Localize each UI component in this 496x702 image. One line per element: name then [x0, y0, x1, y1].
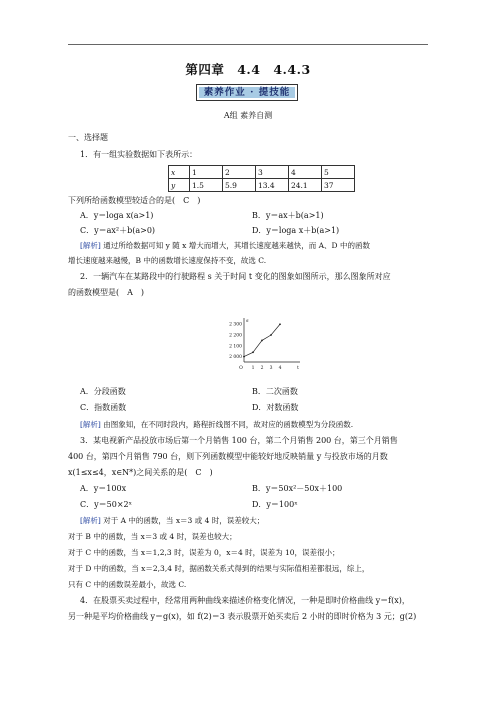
data-point	[261, 340, 263, 342]
table-row	[169, 166, 355, 179]
y-tick-label: 2 000	[229, 355, 242, 361]
q3-stem-line1: 3．某电视新产品投放市场后第一个月销售 100 台，第二个月销售 200 台，第三个月销售	[80, 436, 398, 445]
y-axis-label: s	[246, 318, 249, 324]
q1-solution-line1	[80, 241, 370, 251]
q3-option-a: A．y＝100x	[80, 484, 127, 493]
table-cell: 3	[256, 166, 289, 179]
q3-option-d: D．y＝100ˣ	[252, 500, 298, 509]
table-cell: 5	[322, 166, 355, 179]
q3-option-c: C．y＝50×2ˣ	[80, 500, 133, 509]
y-tick-label: 2 300	[229, 322, 242, 328]
x-tick-label: O	[239, 366, 243, 371]
solution-tag: [解析]	[80, 420, 101, 429]
q4-stem-line2: 另一种是平均价格曲线 y＝g(x)，如 f(2)＝3 表示股票开始买卖后 2 小时的即时价格为 3 元；g(2)	[68, 612, 417, 621]
q3-solution-line1	[80, 516, 264, 526]
section-heading: 一、选择题	[68, 133, 108, 142]
q3-stem-line3: x(1≤x≤4，x∈N*)之间关系的是( C )	[68, 468, 213, 477]
q4-stem-line1: 4．在股票买卖过程中，经常用两种曲线来描述价格变化情况，一种是即时价格曲线 y＝f(x)，	[80, 596, 410, 605]
x-tick-label: 4	[278, 366, 282, 371]
banner-label: 素养作业 · 提技能	[199, 87, 295, 98]
q1-option-d: D．y＝loga x＋b(a>1)	[252, 226, 340, 235]
q2-option-d: D．对数函数	[252, 403, 299, 412]
table-cell: 5.9	[223, 179, 256, 192]
table-cell: x	[169, 166, 190, 179]
q1-stem: 1．有一组实验数据如下表所示：	[80, 150, 198, 159]
q2-solution	[80, 420, 353, 430]
solution-tag: [解析]	[80, 241, 101, 250]
q1-solution-line2: 增长速度越来越慢，B 中的函数增长速度保持不变，故选 C.	[68, 256, 267, 265]
data-point	[243, 356, 245, 358]
x-tick-label: 3	[269, 366, 273, 371]
chapter-label: 第四章	[185, 62, 225, 77]
q3-solution-line3: 对于 C 中的函数，当 x＝1,2,3 时，误差为 0，x＝4 时，误差为 10，误差很小；	[68, 548, 340, 557]
data-table	[168, 165, 355, 192]
q3-stem-line2: 400 台，第四个月销售 790 台，则下列函数模型中能较好地反映销量 y 与投放市场的月数	[68, 452, 388, 461]
data-point	[279, 323, 281, 325]
x-tick-label: t	[297, 366, 299, 371]
x-tick-label: 2	[260, 366, 264, 371]
group-heading: A组 素养自测	[223, 111, 273, 120]
q1-ask: 下列所给函数模型较适合的是( C )	[68, 196, 201, 205]
data-point	[252, 351, 254, 353]
q2-option-c: C．指数函数	[80, 403, 127, 412]
section-banner	[196, 84, 298, 101]
table-cell: 1	[190, 166, 223, 179]
solution-text: 对于 A 中的函数，当 x＝3 或 4 时，误差较大；	[103, 516, 265, 525]
data-point	[270, 334, 272, 336]
x-tick-label: 1	[251, 366, 255, 371]
q2-stem-line2: 的函数模型是( A )	[68, 288, 145, 297]
table-cell: y	[169, 179, 190, 192]
q1-option-a: A．y＝loga x(a>1)	[80, 211, 154, 220]
subsection-number: 4.4.3	[273, 62, 311, 77]
header-rule	[68, 44, 428, 45]
q3-option-b: B．y＝50x²－50x＋100	[252, 484, 343, 493]
distance-time-chart	[222, 316, 306, 372]
q2-option-a: A．分段函数	[80, 387, 126, 396]
q1-option-c: C．y＝ax²＋b(a>0)	[80, 226, 156, 235]
table-cell: 37	[322, 179, 355, 192]
y-tick-label: 2 200	[229, 333, 242, 339]
q2-option-b: B．二次函数	[252, 387, 298, 396]
page-title	[0, 60, 496, 78]
q2-stem-line1: 2．一辆汽车在某路段中的行驶路程 s 关于时间 t 变化的图象如图所示，那么图象所对应	[80, 272, 391, 281]
section-number: 4.4	[237, 62, 261, 77]
table-cell: 4	[289, 166, 322, 179]
q3-solution-line4: 对于 D 中的函数，当 x＝2,3,4 时，据函数关系式得到的结果与实际值相差都很远，综上，	[68, 564, 370, 573]
y-tick-label: 2 100	[229, 344, 242, 350]
table-cell: 24.1	[289, 179, 322, 192]
q1-option-b: B．y＝ax＋b(a>1)	[252, 211, 324, 220]
solution-tag: [解析]	[80, 516, 101, 525]
solution-text: 通过所给数据可知 y 随 x 增大而增大，其增长速度越来越快，而 A、D 中的函数	[103, 241, 370, 250]
q3-solution-line2: 对于 B 中的函数，当 x＝3 或 4 时，误差也较大；	[68, 532, 237, 541]
q3-solution-line5: 只有 C 中的函数误差最小，故选 C.	[68, 580, 187, 589]
table-cell: 1.5	[190, 179, 223, 192]
table-cell: 2	[223, 166, 256, 179]
solution-text: 由图象知，在不同时段内，路程折线图不同，故对应的函数模型为分段函数.	[103, 420, 354, 429]
table-cell: 13.4	[256, 179, 289, 192]
table-row	[169, 179, 355, 192]
